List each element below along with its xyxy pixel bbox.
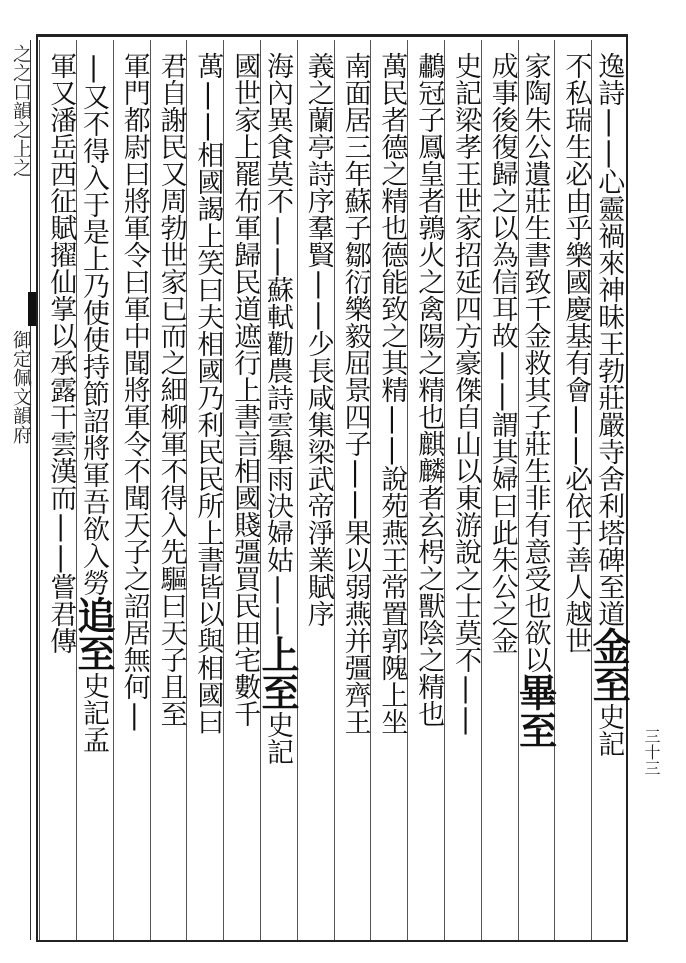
column-text: 逸詩||心靈禍來神昧王勃莊嚴寺舍利塔碑至道 [593, 52, 625, 627]
column-text: |又不得入于是上乃使使持節詔將軍吾欲入勞 [78, 52, 109, 596]
column-text: 海內異食莫不|| [262, 52, 293, 276]
column-text: 軍門都尉曰將軍令曰軍中聞將軍令不聞天子之詔居無何| [118, 52, 150, 731]
rhyme-headword: 追至 [71, 596, 116, 672]
text-column [297, 52, 333, 627]
text-column [186, 52, 222, 735]
text-column [334, 52, 370, 735]
column-text: 嘗君傳 [45, 573, 77, 654]
rhyme-headword: 金至 [586, 627, 632, 703]
column-divider [39, 40, 40, 940]
text-column [223, 52, 259, 727]
column-text: 鷫冠子鳳皇者鶉火之禽陽之精也麒麟者玄枵之獸陰之精也 [413, 52, 445, 727]
page-number: 三十三 [642, 728, 661, 776]
column-text: 國世家上罷布軍歸民道遮行上書言相國賤彊買民田宅數千 [229, 52, 261, 727]
rhyme-headword: 畢至 [512, 673, 558, 749]
column-text: 萬民者德之精也德能致之其精||說苑燕王常置郭隗上坐 [376, 52, 408, 735]
text-column [512, 52, 558, 749]
column-text: 義之蘭亭詩序羣賢||少長咸集梁武帝淨業賦序 [302, 52, 334, 627]
text-column [255, 52, 300, 765]
text-column [554, 52, 590, 654]
column-text: 史記孟 [78, 672, 109, 753]
text-column [150, 52, 186, 727]
text-column [370, 52, 406, 735]
column-text: 史記 [262, 711, 293, 765]
column-divider [113, 40, 114, 940]
column-text: 史記梁孝王世家招延四方豪傑自山以東游說之士莫不|| [450, 52, 481, 735]
column-text: 南面居三年蘇子鄒衍樂毅屈景四子||果以弱燕并彊齊王 [339, 52, 371, 735]
spine-top-fragment: 之之口韻之上之 [10, 44, 32, 177]
text-column [444, 52, 480, 735]
column-text: 軍又潘岳西征賦擢仙掌以承露干雲漢而|| [45, 52, 77, 573]
column-text: 萬||相國謁上笑曰夫相國乃利民民所上書皆以與相國曰 [192, 52, 224, 735]
spine-rule [30, 40, 31, 940]
spine-book-title: 御定佩文韻府 [10, 330, 32, 444]
column-text: 不私瑞生必由乎樂國慶基有會||必依于善人 [560, 52, 592, 600]
column-divider [554, 40, 555, 940]
text-column [481, 52, 517, 654]
rhyme-headword: 上至 [255, 635, 300, 711]
column-text: 家陶朱公遺莊生書致千金救其子莊生非有意受也欲以 [519, 52, 551, 673]
text-column [39, 52, 75, 654]
text-column [586, 52, 632, 757]
column-text: 越世 [560, 600, 592, 654]
text-column [407, 52, 443, 727]
column-text: 史記 [593, 703, 625, 757]
column-text: 君自謝民又周勃世家已而之細柳軍不得入先驅曰天子且至 [155, 52, 187, 727]
text-column [113, 52, 149, 731]
column-text: 蘇軾勸農詩雲舉雨決婦姑|| [262, 276, 293, 635]
column-divider [297, 40, 298, 940]
text-column [71, 52, 116, 753]
column-text: 成事後復歸之以為信耳故||謂其婦曰此朱公之金 [486, 52, 518, 654]
book-spine [0, 0, 34, 963]
